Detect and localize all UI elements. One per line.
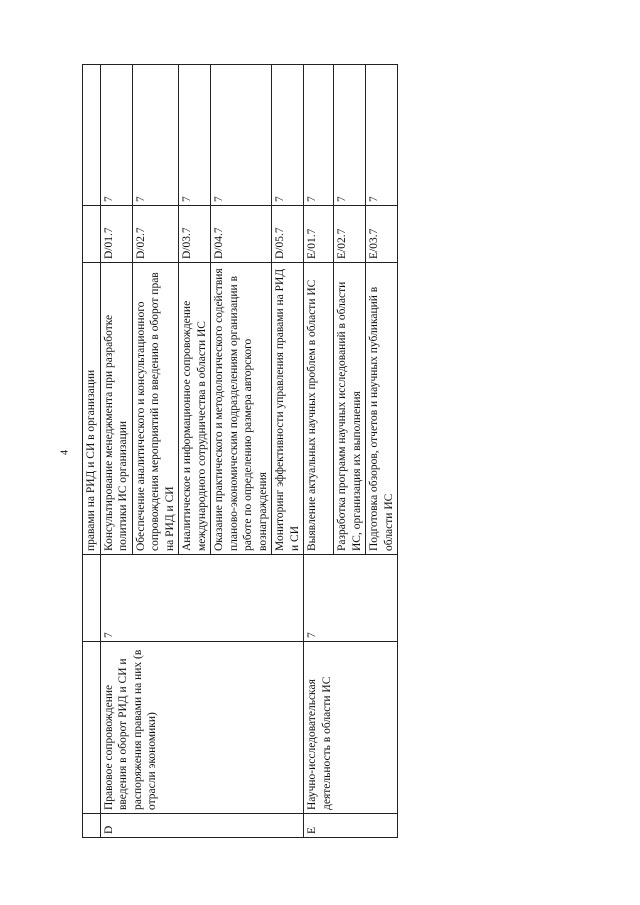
page-number: 4	[59, 450, 71, 455]
functions-table	[82, 64, 398, 838]
group-code: E	[304, 814, 398, 838]
function-level: 7	[366, 65, 398, 206]
function-code: D/05.7	[272, 206, 304, 263]
function-code: D/04.7	[211, 206, 272, 263]
function-name: правами на РИД и СИ в организации	[83, 263, 101, 555]
function-code: E/01.7	[304, 206, 334, 263]
function-code: E/02.7	[334, 206, 366, 263]
function-level: 7	[334, 65, 366, 206]
function-name: Подготовка обзоров, отчетов и научных публикаций в области ИС	[366, 263, 398, 555]
group-name: Научно-исследовательская деятельность в области ИС	[304, 642, 398, 814]
table-row	[100, 65, 132, 838]
group-level: 7	[304, 555, 398, 642]
function-name: Мониторинг эффективности управления правами на РИД и СИ	[272, 263, 304, 555]
group-level: 7	[100, 555, 304, 642]
function-level: 7	[211, 65, 272, 206]
function-code	[83, 206, 101, 263]
function-code: E/03.7	[366, 206, 398, 263]
group-code: D	[100, 814, 304, 838]
function-level: 7	[179, 65, 211, 206]
function-code: D/02.7	[132, 206, 179, 263]
rotated-page	[82, 65, 626, 838]
table-row	[83, 65, 101, 838]
function-level	[83, 65, 101, 206]
function-name: Консультирование менеджмента при разработке политики ИС организации	[100, 263, 132, 555]
function-level: 7	[272, 65, 304, 206]
function-level: 7	[100, 65, 132, 206]
function-name: Выявление актуальных научных проблем в области ИС	[304, 263, 334, 555]
function-name: Разработка программ научных исследований в области ИС, организация их выполнения	[334, 263, 366, 555]
group-level-cell	[83, 555, 101, 642]
table-row	[304, 65, 334, 838]
function-code: D/01.7	[100, 206, 132, 263]
function-name: Аналитическое и информационное сопровождение международного сотрудничества в области ИС	[179, 263, 211, 555]
group-name: Правовое сопровождение введения в оборот РИД и СИ и распоряжения правами на них (в отрасли экономики)	[100, 642, 304, 814]
group-name-cell	[83, 642, 101, 814]
function-name: Оказание практического и методологического содействия планово-экономическим подразделениям организации в работе по определению размера авторского вознаграждения	[211, 263, 272, 555]
group-code-cell	[83, 814, 101, 838]
function-level: 7	[304, 65, 334, 206]
function-code: D/03.7	[179, 206, 211, 263]
function-name: Обеспечение аналитического и консультационного сопровождения мероприятий по введению в оборот прав на РИД и СИ	[132, 263, 179, 555]
function-level: 7	[132, 65, 179, 206]
